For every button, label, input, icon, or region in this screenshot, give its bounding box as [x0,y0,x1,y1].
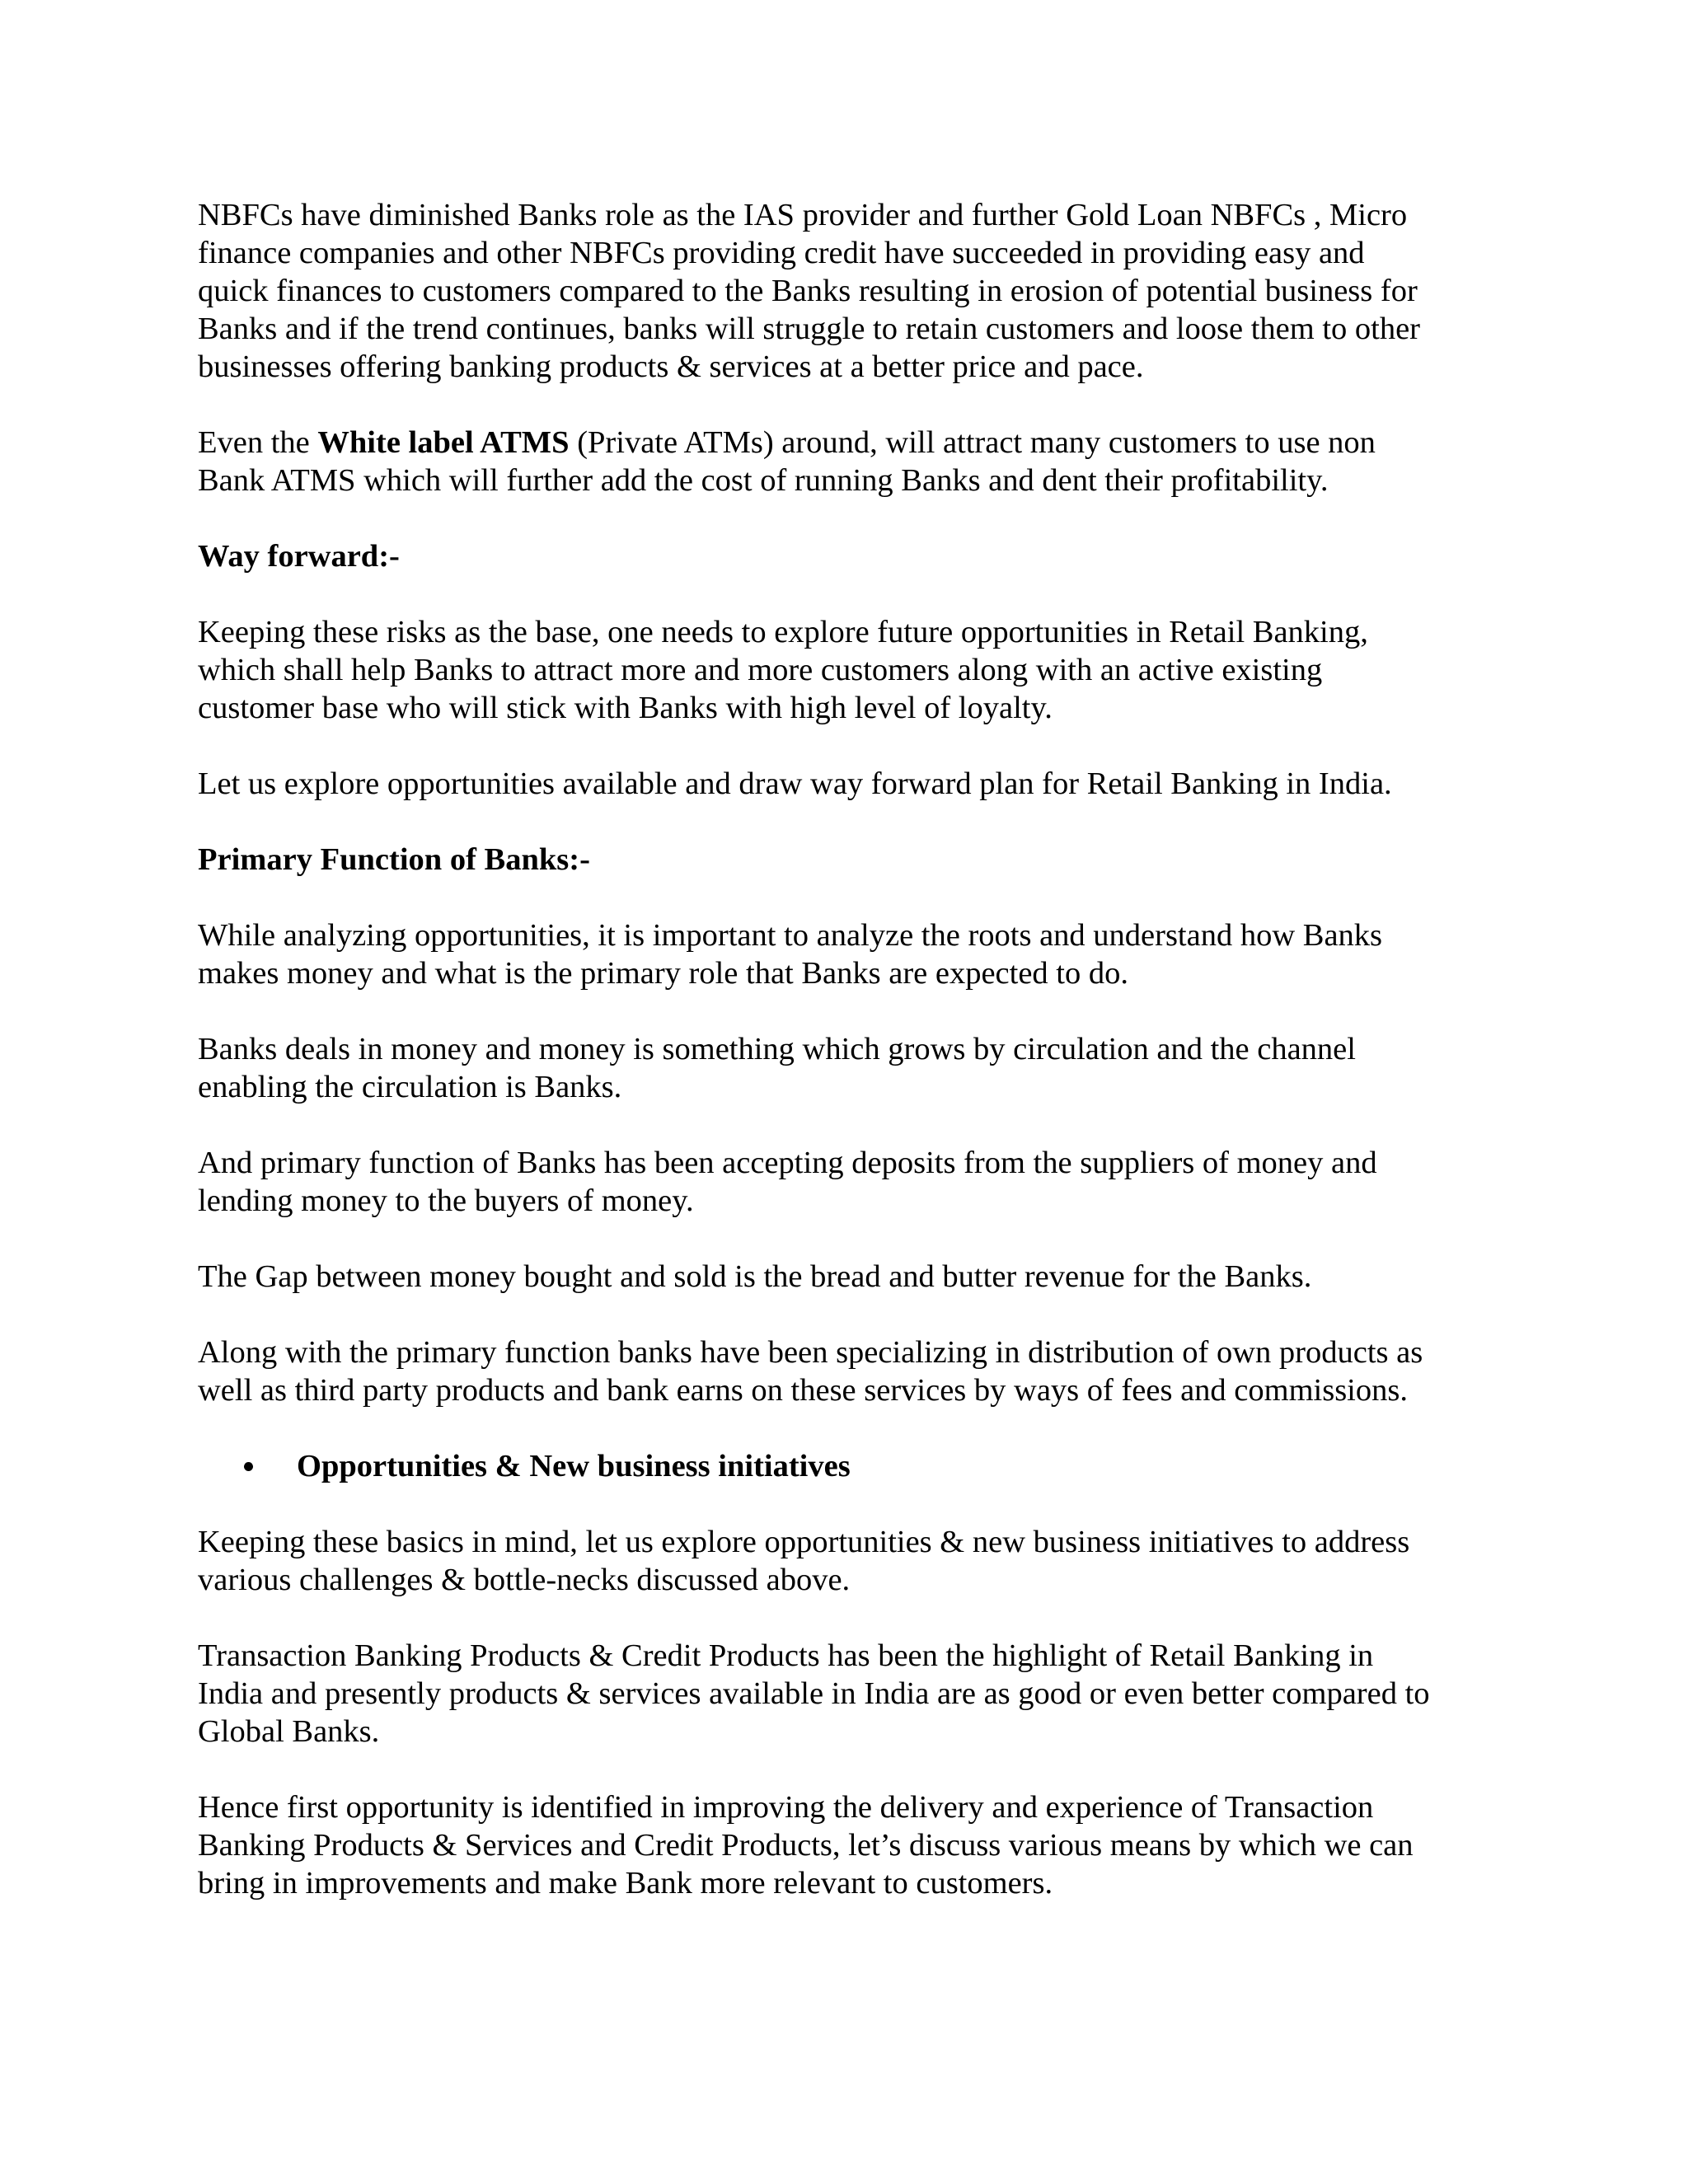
text-line: Keeping these basics in mind, let us explore opportunities & new business initiatives to address [198,1525,1410,1559]
text-line: Banks deals in money and money is something which grows by circulation and the channel [198,1032,1356,1066]
bullet-icon [244,1462,253,1471]
text-line: makes money and what is the primary role that Banks are expected to do. [198,956,1128,991]
paragraph-risks-base [198,613,1517,727]
text-line: Global Banks. [198,1714,380,1749]
text-line: Transaction Banking Products & Credit Products has been the highlight of Retail Banking in [198,1638,1374,1673]
text-line: customer base who will stick with Banks with high level of loyalty. [198,691,1053,725]
text-line: NBFCs have diminished Banks role as the IAS provider and further Gold Loan NBFCs , Micro [198,198,1408,232]
text-run: Even the [198,425,318,460]
document-page [198,196,1517,1940]
text-line: Hence first opportunity is identified in improving the delivery and experience of Transaction [198,1790,1374,1825]
paragraph-transaction-banking [198,1637,1517,1750]
text-line: Keeping these risks as the base, one needs to explore future opportunities in Retail Banking, [198,615,1368,649]
text-line: The Gap between money bought and sold is the bread and butter revenue for the Banks. [198,1259,1312,1294]
text-line: And primary function of Banks has been accepting deposits from the suppliers of money and [198,1146,1377,1180]
text-line: Along with the primary function banks have been specializing in distribution of own products as [198,1335,1423,1370]
text-line: finance companies and other NBFCs providing credit have succeeded in providing easy and [198,236,1365,270]
paragraph-deposits-lending [198,1144,1517,1220]
text-line: businesses offering banking products & services at a better price and pace. [198,349,1144,384]
paragraph-basics-in-mind [198,1523,1517,1599]
text-line: India and presently products & services available in India are as good or even better compared to [198,1676,1430,1711]
text-line [198,424,1517,462]
text-line: lending money to the buyers of money. [198,1183,694,1218]
text-line: quick finances to customers compared to the Banks resulting in erosion of potential business for [198,274,1418,308]
paragraph-white-label-atms [198,424,1517,499]
paragraph-distribution [198,1333,1517,1409]
heading-way-forward: Way forward:- [198,539,400,574]
text-line: enabling the circulation is Banks. [198,1070,622,1104]
bullet-opportunities [198,1447,1517,1485]
heading-primary-function: Primary Function of Banks:- [198,842,590,877]
bullet-label: Opportunities & New business initiatives [297,1449,851,1483]
paragraph-analyzing-roots [198,916,1517,992]
text-line: which shall help Banks to attract more and more customers along with an active existing [198,653,1323,687]
text-run: (Private ATMs) around, will attract many customers to use non [569,425,1376,460]
text-line: well as third party products and bank earns on these services by ways of fees and commissions. [198,1373,1408,1408]
text-line: Let us explore opportunities available and draw way forward plan for Retail Banking in India. [198,766,1392,801]
text-line: While analyzing opportunities, it is important to analyze the roots and understand how Banks [198,918,1383,953]
text-line: bring in improvements and make Bank more relevant to customers. [198,1866,1053,1900]
text-line: Bank ATMS which will further add the cost of running Banks and dent their profitability. [198,463,1329,498]
paragraph-money-circulation [198,1030,1517,1106]
paragraph-nbfc-erosion [198,196,1517,386]
paragraph-first-opportunity [198,1788,1517,1902]
paragraph-gap-revenue [198,1258,1517,1296]
paragraph-explore-opportunities [198,765,1517,803]
text-line: various challenges & bottle-necks discussed above. [198,1563,851,1597]
text-line: Banking Products & Services and Credit Products, let’s discuss various means by which we can [198,1828,1414,1863]
text-line: Banks and if the trend continues, banks will struggle to retain customers and loose them to other [198,312,1421,346]
bold-term-white-label-atms: White label ATMS [317,425,570,460]
